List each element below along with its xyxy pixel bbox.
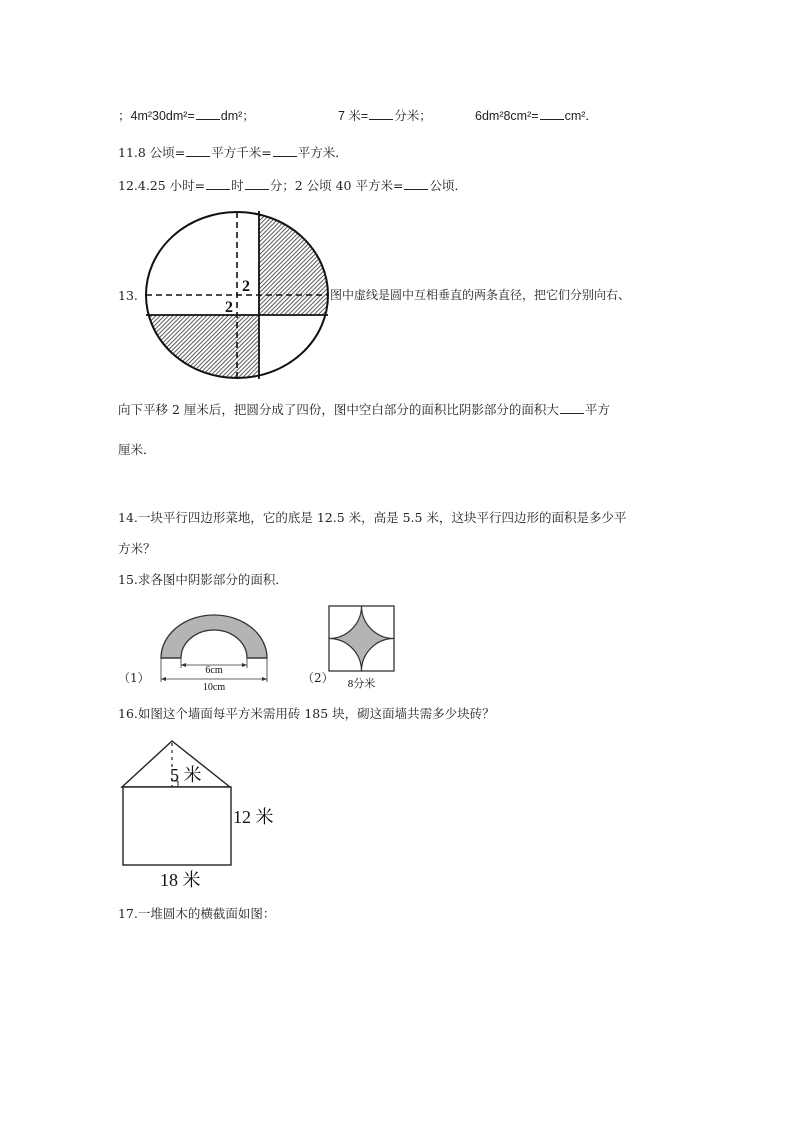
q15-text: 15.求各图中阴影部分的面积． (118, 572, 288, 587)
answer-blank[interactable] (273, 145, 297, 157)
q15-square-star-figure (326, 603, 398, 693)
q13-line3: 厘米． (118, 442, 156, 457)
answer-blank[interactable] (245, 178, 269, 190)
q13-circle-figure (140, 208, 335, 384)
q10-part1-post: dm²； (220, 109, 255, 123)
side-length-label: 8分米 (347, 678, 376, 690)
answer-blank[interactable] (206, 178, 230, 190)
rectangle-wall (123, 787, 231, 865)
q15-fig2-number: （2） (302, 671, 334, 685)
answer-blank[interactable] (404, 178, 428, 190)
q17-text: 17.一堆圆木的横截面如图： (118, 906, 276, 921)
answer-blank[interactable] (560, 402, 584, 414)
q10-part2-post: 分米； (394, 109, 432, 123)
q12-post: 公顷． (429, 178, 467, 193)
q11-mid: 平方千米= (211, 145, 272, 160)
q10-part3-post: cm²． (564, 109, 598, 123)
answer-blank[interactable] (186, 145, 210, 157)
inner-diameter-label: 6cm (205, 665, 223, 676)
q15-fig1-number: （1） (118, 671, 150, 685)
q12 (118, 178, 467, 194)
q13-line2-post: 平方 (584, 402, 610, 417)
answer-blank[interactable] (196, 108, 220, 120)
answer-blank[interactable] (540, 108, 564, 120)
label-side: 12 米 (233, 807, 274, 827)
q14-line1: 14.一块平行四边形菜地，它的底是 12.5 米，高是 5.5 米，这块平行四边形的面积是多少平 (118, 510, 627, 525)
q10-part2-pre: 7 米= (338, 109, 369, 123)
q11 (118, 145, 348, 161)
outer-diameter-label: 10cm (202, 682, 226, 692)
shaded-ring (161, 615, 267, 658)
q10-line (118, 108, 255, 124)
q13-text-right: 图中虚线是圆中互相垂直的两条直径，把它们分别向右、 (330, 288, 631, 302)
q16-text: 16.如图这个墙面每平方米需用砖 185 块，砌这面墙共需多少块砖？ (118, 706, 495, 721)
q10-part2 (338, 108, 432, 124)
label-base: 18 米 (160, 870, 201, 890)
label-2-top: 2 (242, 278, 250, 295)
q15-semicircle-ring-figure (155, 608, 273, 692)
shaded-bottom-left (140, 315, 259, 384)
q13-number: 13. (118, 288, 138, 303)
q16-wall-figure (118, 735, 298, 893)
q10-part1-pre: ；4m²30dm²= (118, 109, 195, 123)
label-2-left: 2 (225, 299, 233, 316)
q10-part3 (475, 108, 598, 124)
q12-pre: 12.4.25 小时= (118, 178, 206, 193)
q12-m1: 时 (231, 178, 244, 193)
q10-part3-pre: 6dm²8cm²= (475, 109, 539, 123)
label-height: 5 米 (170, 765, 202, 785)
q13-line2-pre: 向下平移 2 厘米后，把圆分成了四份，图中空白部分的面积比阴影部分的面积大 (118, 402, 559, 417)
answer-blank[interactable] (369, 108, 393, 120)
shaded-top-right (259, 208, 335, 315)
q11-post: 平方米． (297, 145, 348, 160)
q13-line2 (118, 402, 610, 418)
q11-pre: 11.8 公顷= (118, 145, 186, 160)
q14-line2: 方米？ (118, 541, 156, 556)
q12-m2: 分；2 公顷 40 平方米= (269, 178, 404, 193)
